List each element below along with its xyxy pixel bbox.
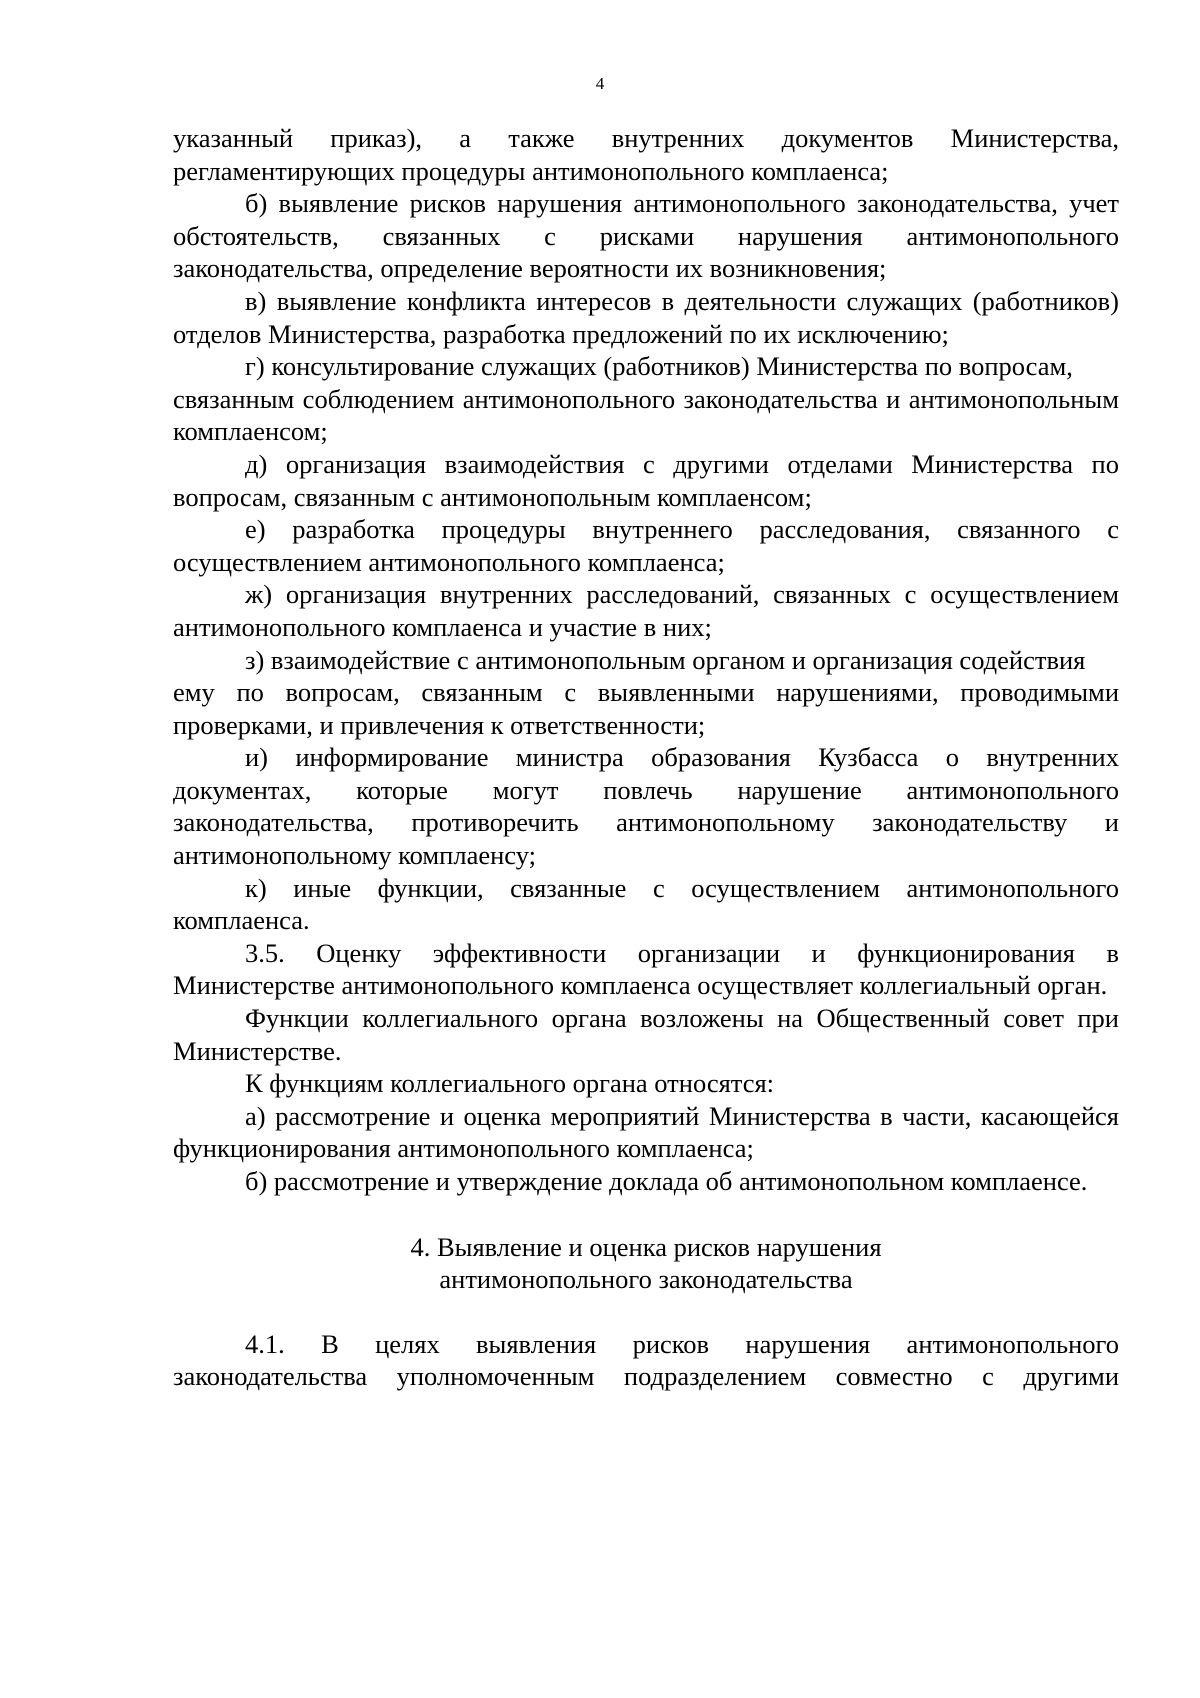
- paragraph-item-i: и) информирование министра образования Кузбасса о внутренних документах, которые могут повлечь нарушение антимонопольного законодательства, противоречить антимонопольному законодательству и антимонопольному комплаенсу;: [173, 742, 1119, 871]
- paragraph-collegial-functions: Функции коллегиального органа возложены на Общественный совет при Министерстве.: [173, 1003, 1119, 1066]
- paragraph-3-5: 3.5. Оценку эффективности организации и функционирования в Министерстве антимонопольного комплаенса осуществляет коллегиальный орган.: [173, 937, 1119, 1001]
- page-number: 4: [595, 74, 605, 93]
- paragraph-item-z-continuation: ему по вопросам, связанным с выявленными нарушениями, проводимыми проверками, и привлечения к ответственности;: [173, 677, 1119, 740]
- paragraph-item-k: к) иные функции, связанные с осуществлением антимонопольного комплаенса.: [173, 872, 1119, 936]
- paragraph-item-v: в) выявление конфликта интересов в деятельности служащих (работников) отделов Министерства, разработка предложений по их исключению;: [173, 285, 1119, 349]
- paragraph-item-b: б) выявление рисков нарушения антимонопольного законодательства, учет обстоятельств, связанных с рисками нарушения антимонопольного законодательства, определение вероятности их возникновения;: [173, 188, 1119, 284]
- paragraph-function-a: а) рассмотрение и оценка мероприятий Министерства в части, касающейся функционирования антимонопольного комплаенса;: [173, 1100, 1119, 1164]
- document-body: [173, 122, 1119, 1393]
- paragraph-item-g: г) консультирование служащих (работников) Министерства по вопросам,: [245, 351, 1073, 382]
- paragraph-item-z: з) взаимодействие с антимонопольным органом и организация содействия: [245, 644, 1086, 675]
- paragraph-functions-intro: К функциям коллегиального органа относятся:: [245, 1068, 775, 1099]
- section-heading-line-1: 4. Выявление и оценка рисков нарушения: [410, 1231, 882, 1262]
- paragraph-item-zh: ж) организация внутренних расследований, связанных с осуществлением антимонопольного комплаенса и участие в них;: [173, 579, 1119, 642]
- paragraph-item-g-continuation: связанным соблюдением антимонопольного законодательства и антимонопольным комплаенсом;: [173, 383, 1119, 447]
- paragraph-item-d: д) организация взаимодействия с другими отделами Министерства по вопросам, связанным с антимонопольным комплаенсом;: [173, 448, 1119, 512]
- paragraph-function-b: б) рассмотрение и утверждение доклада об антимонопольном комплаенсе.: [245, 1166, 1088, 1196]
- paragraph-item-e: е) разработка процедуры внутреннего расследования, связанного с осуществлением антимонопольного комплаенса;: [173, 514, 1119, 577]
- paragraph-4-1: 4.1. В целях выявления рисков нарушения антимонопольного законодательства уполномоченным подразделением совместно с другими: [173, 1328, 1119, 1392]
- paragraph-continuation: указанный приказ), а также внутренних документов Министерства, регламентирующих процедуры антимонопольного комплаенса;: [173, 123, 1119, 186]
- section-heading: [173, 1231, 1119, 1296]
- section-heading-line-2: антимонопольного законодательства: [439, 1264, 853, 1295]
